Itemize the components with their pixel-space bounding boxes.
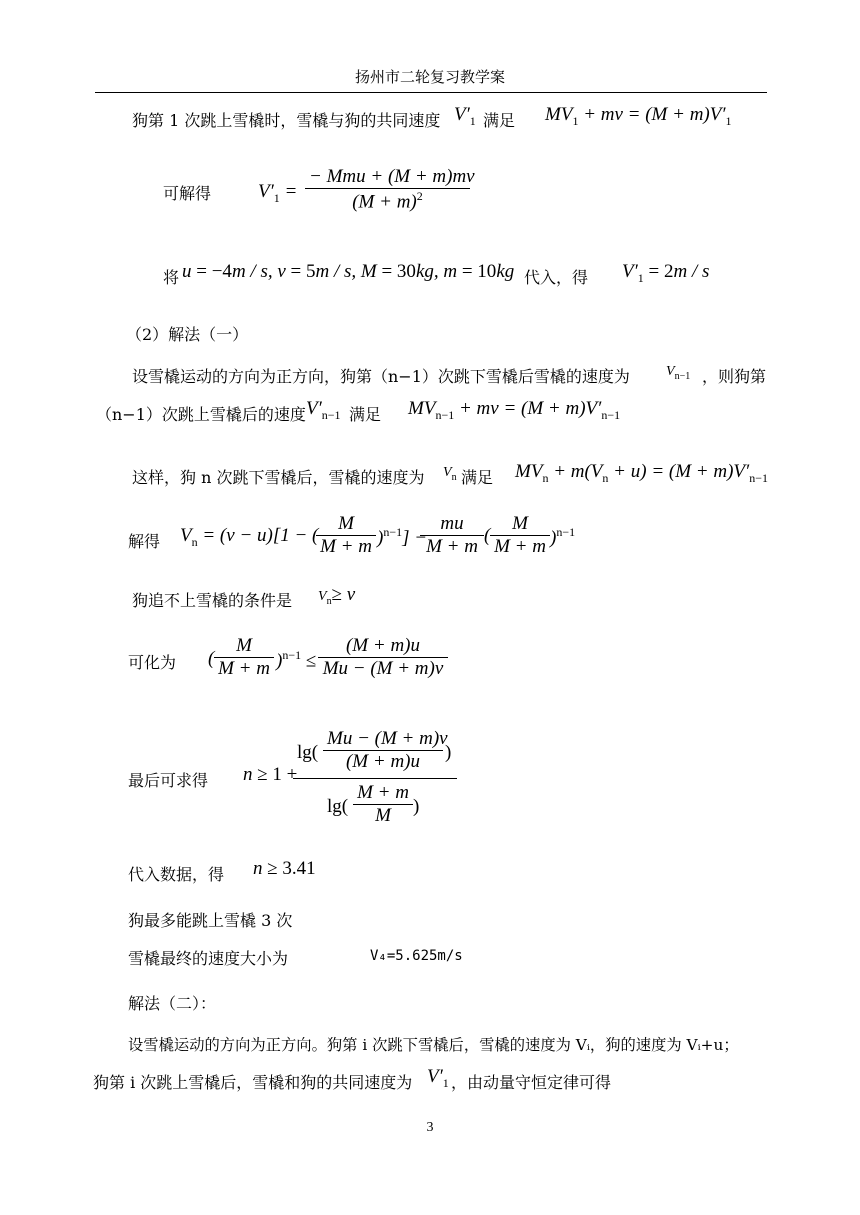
line2-label: 可解得 bbox=[163, 184, 212, 203]
line17-var: $V'_1$ bbox=[427, 1066, 449, 1090]
section-heading: （2）解法（一） bbox=[126, 325, 249, 344]
line1-equation: $MV_1$ + mv = $(M + m)V'_1$ bbox=[545, 104, 732, 128]
line6-var: $V'_{n-1}$ bbox=[306, 398, 341, 422]
line10-label: 可化为 bbox=[128, 653, 177, 672]
line7-text: 这样，狗 n 次跳下雪橇后，雪橇的速度为 bbox=[132, 468, 425, 487]
line11-label: 最后可求得 bbox=[128, 771, 209, 790]
line6-equation: $MV_{n-1}$ + mv = $(M + m)V'_{n-1}$ bbox=[408, 398, 621, 422]
line16-text: 设雪橇运动的方向为正方向。狗第 i 次跳下雪橇后，雪橇的速度为 Vᵢ，狗的速度为 Vᵢ+u； bbox=[128, 1036, 739, 1054]
line8-label: 解得 bbox=[128, 532, 161, 551]
line12-equation: n ≥ 3.41 bbox=[253, 858, 316, 879]
line12-text: 代入数据，得 bbox=[128, 865, 225, 884]
line8-frac3: M M + m bbox=[490, 513, 550, 558]
line8-frac1: M M + m bbox=[316, 513, 376, 558]
line11-main-numerator: lg( Mu − (M + m)v (M + m)u ) bbox=[293, 722, 457, 779]
line7-equation: $MV_n + m(V_n + u) = (M + m)V'_{n-1}$ bbox=[515, 461, 768, 485]
line15-text: 解法（二）： bbox=[128, 994, 217, 1013]
line9-text: 狗追不上雪橇的条件是 bbox=[132, 591, 293, 610]
line7-mid: 满足 bbox=[461, 468, 494, 487]
line2-fraction: − Mmu + (M + m)mv $(M + m)^2$ bbox=[305, 166, 470, 213]
line5-text: 设雪橇运动的方向为正方向，狗第（n−1）次跳下雪橇后雪橇的速度为 bbox=[132, 367, 630, 386]
page-number: 3 bbox=[426, 1120, 434, 1135]
line11-main-denominator: lg( M + m M ) bbox=[327, 782, 420, 826]
line6-mid: 满足 bbox=[349, 405, 382, 424]
line1-var: $V'_1$ bbox=[454, 104, 476, 128]
line8-eq-d: )$^{n-1}$ bbox=[550, 525, 576, 549]
line10-frac2: (M + m)u Mu − (M + m)v bbox=[318, 635, 448, 680]
line6-text: （n−1）次跳上雪橇后的速度 bbox=[96, 405, 306, 424]
line3-pre: 将 bbox=[163, 268, 180, 287]
line9-equation: $V_n\ge v$ bbox=[318, 584, 356, 607]
line11-lhs: n ≥ 1 + bbox=[243, 764, 298, 785]
line5-var: $V_{n-1}$ bbox=[666, 364, 691, 382]
line17-text: 狗第 i 次跳上雪橇后，雪橇和狗的共同速度为 bbox=[93, 1073, 413, 1092]
line8-frac2: mu M + m bbox=[420, 513, 484, 558]
line10-eq-a: ( bbox=[208, 648, 215, 669]
line8-eq-c: ( bbox=[484, 525, 491, 546]
line14-value: V₄=5.625m/s bbox=[370, 948, 463, 964]
line10-eq-b: )$^{n-1}$ ≤ bbox=[276, 648, 317, 672]
line17-tail: ，由动量守恒定律可得 bbox=[451, 1073, 612, 1092]
line5-tail: ，则狗第 bbox=[702, 367, 767, 386]
line3-values: u = −4m / s, v = 5m / s, M = 30kg, m = 10kg bbox=[182, 261, 515, 282]
page-header: 扬州市二轮复习教学案 bbox=[354, 68, 505, 86]
line1-mid: 满足 bbox=[483, 111, 516, 130]
line2-lhs: $V'_1$ = bbox=[258, 181, 298, 205]
line1-text: 狗第 1 次跳上雪橇时，雪橇与狗的共同速度 bbox=[132, 111, 441, 130]
line3-mid: 代入，得 bbox=[524, 268, 589, 287]
line7-var: $V_n$ bbox=[443, 465, 457, 483]
line8-eq-b: )$^{n-1}$] − bbox=[377, 525, 428, 549]
line13-text: 狗最多能跳上雪橇 3 次 bbox=[128, 911, 293, 930]
line14-text: 雪橇最终的速度大小为 bbox=[128, 949, 289, 968]
line10-frac1: M M + m bbox=[214, 635, 274, 680]
line3-result: $V'_1 = 2m / s$ bbox=[622, 261, 710, 285]
line8-eq-a: $V_n = (v - u)[1$ − ( bbox=[180, 525, 319, 549]
header-rule bbox=[95, 92, 767, 93]
